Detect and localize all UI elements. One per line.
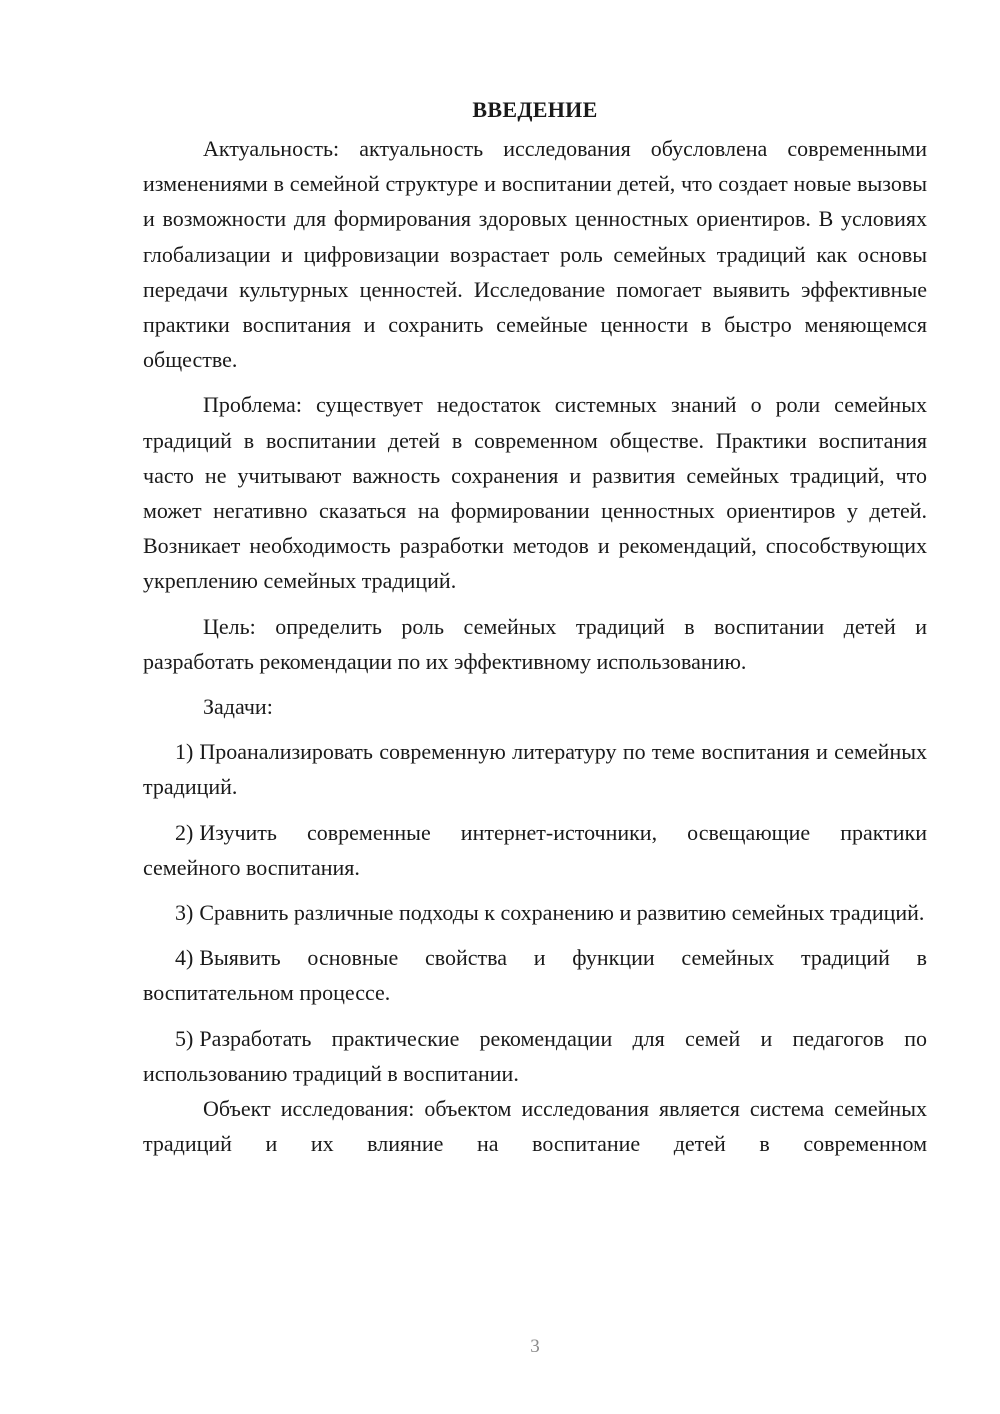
tasks-list <box>143 734 927 1091</box>
task-item <box>143 734 927 804</box>
task-text: Разработать практические рекомендации для семей и педагогов по использованию традиций в воспитании. <box>143 1025 927 1086</box>
task-number: 3) <box>175 900 194 926</box>
relevance-paragraph: Актуальность: актуальность исследования обусловлена современными изменениями в семейной структуре и воспитании детей, что создает новые вызовы и возможности для формирования здоровых ценностных ориентиров. В условиях глобализации и цифровизации возрастает роль семейных традиций как основы передачи культурных ценностей. Исследование помогает выявить эффективные практики воспитания и сохранить семейные ценности в быстро меняющемся обществе. <box>143 136 927 373</box>
task-item <box>143 1021 927 1091</box>
task-item <box>143 895 927 930</box>
task-text: Выявить основные свойства и функции семейных традиций в воспитательном процессе. <box>143 945 927 1006</box>
page-number: 3 <box>530 1336 540 1357</box>
document-page <box>143 92 927 1161</box>
task-text: Сравнить различные подходы к сохранению и развитию семейных традиций. <box>199 900 925 926</box>
task-text: Изучить современные интернет-источники, освещающие практики семейного воспитания. <box>143 819 927 880</box>
object-paragraph: Объект исследования: объектом исследования является система семейных традиций и их влияние на воспитание детей в современном <box>143 1096 927 1157</box>
task-number: 4) <box>175 945 194 971</box>
task-number: 1) <box>175 739 194 765</box>
tasks-label: Задачи: <box>203 694 273 720</box>
task-item <box>143 940 927 1010</box>
task-item <box>143 815 927 885</box>
section-heading: ВВЕДЕНИЕ <box>472 97 598 122</box>
task-number: 5) <box>175 1025 194 1051</box>
problem-paragraph: Проблема: существует недостаток системных знаний о роли семейных традиций в воспитании детей в современном обществе. Практики воспитания часто не учитывают важность сохранения и развития семейных традиций, что может негативно сказаться на формировании ценностных ориентиров у детей. Возникает необходимость разработки методов и рекомендаций, способствующих укреплению семейных традиций. <box>143 392 927 594</box>
task-number: 2) <box>175 819 194 845</box>
task-text: Проанализировать современную литературу по теме воспитания и семейных традиций. <box>143 739 927 800</box>
goal-paragraph: Цель: определить роль семейных традиций в воспитании детей и разработать рекомендации по их эффективному использованию. <box>143 613 927 674</box>
